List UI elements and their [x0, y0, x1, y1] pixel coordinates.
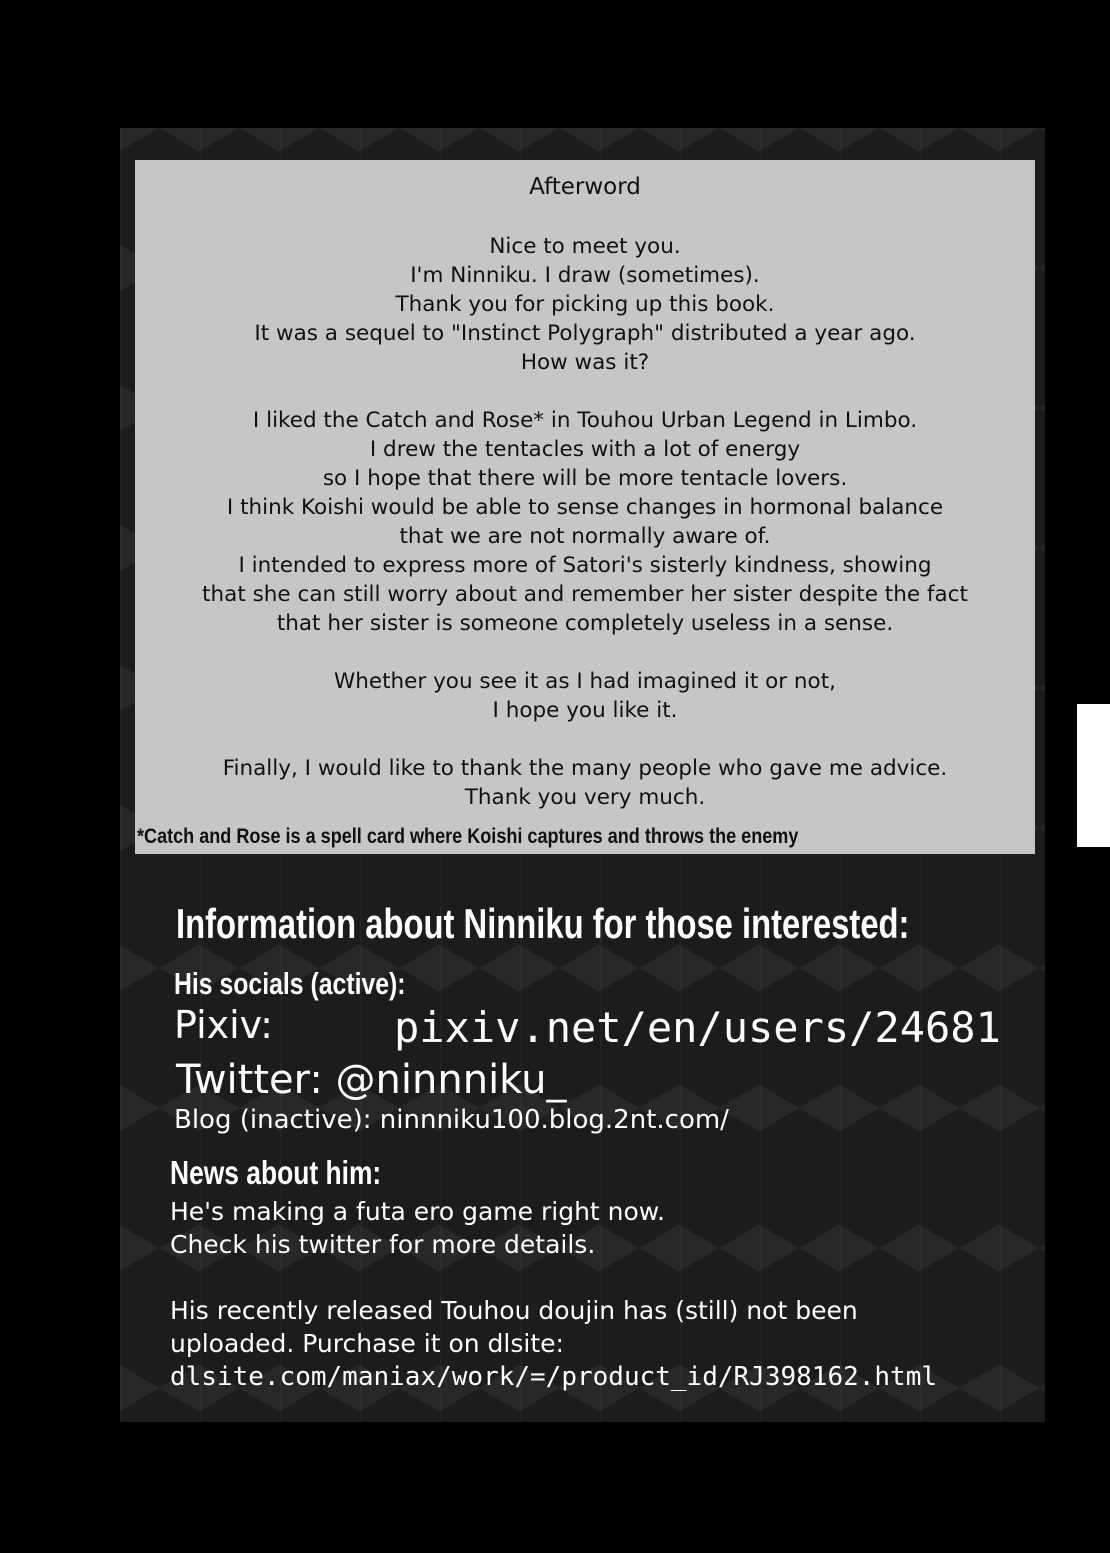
afterword-line: so I hope that there will be more tentacle lovers.: [322, 466, 848, 491]
afterword-line: Nice to meet you.: [489, 234, 681, 259]
afterword-line: I hope you like it.: [492, 698, 678, 723]
afterword-line: Whether you see it as I had imagined it or not,: [334, 669, 836, 694]
news-heading: News about him:: [170, 1154, 382, 1191]
side-tab: [1077, 704, 1110, 847]
dlsite-link[interactable]: dlsite.com/maniax/work/=/product_id/RJ398162.html: [170, 1362, 938, 1392]
pixiv-label: Pixiv:: [174, 1003, 273, 1047]
socials-heading: His socials (active):: [174, 966, 406, 1001]
afterword-line: that we are not normally aware of.: [399, 524, 771, 549]
afterword-line: I intended to express more of Satori's sisterly kindness, showing: [238, 553, 932, 578]
afterword-title: Afterword: [529, 174, 641, 200]
news-line: He's making a futa ero game right now.: [170, 1197, 665, 1226]
afterword-line: I'm Ninniku. I draw (sometimes).: [410, 263, 760, 288]
news-line: His recently released Touhou doujin has (still) not been: [170, 1296, 858, 1325]
afterword-line: Thank you for picking up this book.: [395, 292, 775, 317]
afterword-line: I think Koishi would be able to sense changes in hormonal balance: [226, 495, 944, 520]
footnote: *Catch and Rose is a spell card where Koishi captures and throws the enemy: [137, 825, 799, 848]
afterword-line: Finally, I would like to thank the many people who gave me advice.: [222, 756, 948, 781]
pixiv-link[interactable]: pixiv.net/en/users/24681: [394, 1003, 1001, 1052]
afterword-line: How was it?: [520, 350, 650, 375]
afterword-box: [135, 160, 1035, 854]
afterword-line: I liked the Catch and Rose* in Touhou Urban Legend in Limbo.: [252, 408, 918, 433]
afterword-line: that she can still worry about and remember her sister despite the fact: [202, 582, 968, 607]
afterword-line: It was a sequel to "Instinct Polygraph" distributed a year ago.: [254, 321, 916, 346]
afterword-line: Thank you very much.: [464, 785, 706, 810]
news-line: uploaded. Purchase it on dlsite:: [170, 1329, 564, 1358]
afterword-line: I drew the tentacles with a lot of energy: [369, 437, 801, 462]
news-line: Check his twitter for more details.: [170, 1230, 596, 1259]
blog-link[interactable]: Blog (inactive): ninnniku100.blog.2nt.com/: [174, 1105, 729, 1135]
afterword-body: [135, 232, 1035, 812]
afterword-line: that her sister is someone completely useless in a sense.: [276, 611, 894, 636]
info-heading: Information about Ninniku for those interested:: [176, 900, 910, 947]
twitter-link[interactable]: Twitter: @ninnniku_: [176, 1057, 567, 1103]
